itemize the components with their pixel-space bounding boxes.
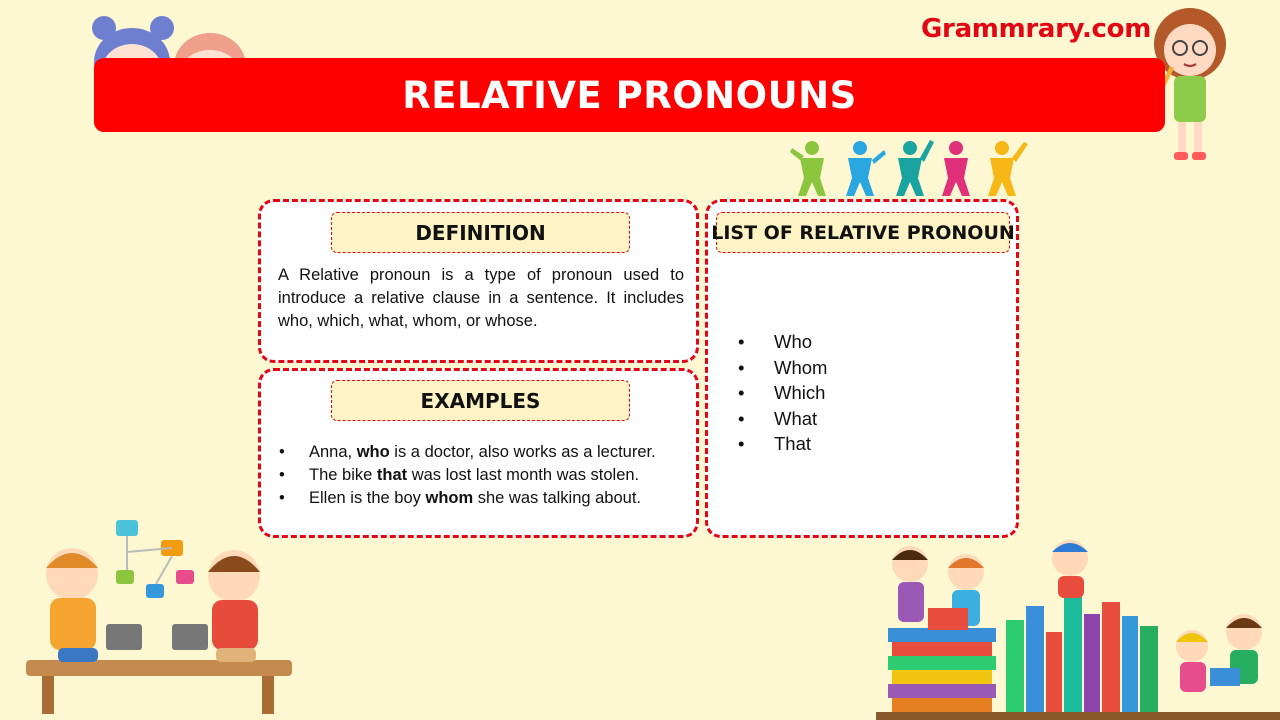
example-text: Ellen is the boy	[309, 489, 426, 507]
example-item	[279, 487, 656, 510]
definition-card	[258, 199, 699, 363]
dancing-figures-illustration	[790, 138, 1030, 200]
pronoun-list-item: • Whom	[738, 355, 827, 381]
pronoun-list	[738, 329, 827, 457]
pronoun-list-heading: LIST OF RELATIVE PRONOUN	[716, 212, 1010, 253]
pronoun-list-item: • What	[738, 406, 827, 432]
example-text: was lost last month was stolen.	[407, 466, 640, 484]
example-text: The bike	[309, 466, 377, 484]
pronoun-list-item: • Which	[738, 380, 827, 406]
example-pronoun: that	[376, 466, 408, 484]
example-text: is a doctor, also works as a lecturer.	[389, 443, 656, 461]
page-title: RELATIVE PRONOUNS	[402, 73, 857, 117]
pronoun-list-item: • That	[738, 431, 827, 457]
brand-logo-text: Grammrary.com	[921, 14, 1151, 44]
example-pronoun: whom	[425, 489, 474, 507]
example-text: she was talking about.	[473, 489, 642, 507]
kids-with-books-illustration	[876, 536, 1280, 720]
example-pronoun: who	[356, 443, 390, 461]
example-item	[279, 441, 656, 464]
page-title-banner	[94, 58, 1165, 132]
example-text: Anna,	[309, 443, 357, 461]
example-item	[279, 464, 656, 487]
examples-list	[279, 441, 656, 510]
kids-on-bench-illustration	[6, 512, 296, 717]
examples-card	[258, 368, 699, 538]
pronoun-list-card	[705, 199, 1019, 538]
examples-heading: EXAMPLES	[331, 380, 630, 421]
definition-heading: DEFINITION	[331, 212, 630, 253]
pronoun-list-item: • Who	[738, 329, 827, 355]
definition-text: A Relative pronoun is a type of pronoun used to introduce a relative clause in a sentence. It includes who, which, what, whom, or whose.	[278, 266, 684, 330]
